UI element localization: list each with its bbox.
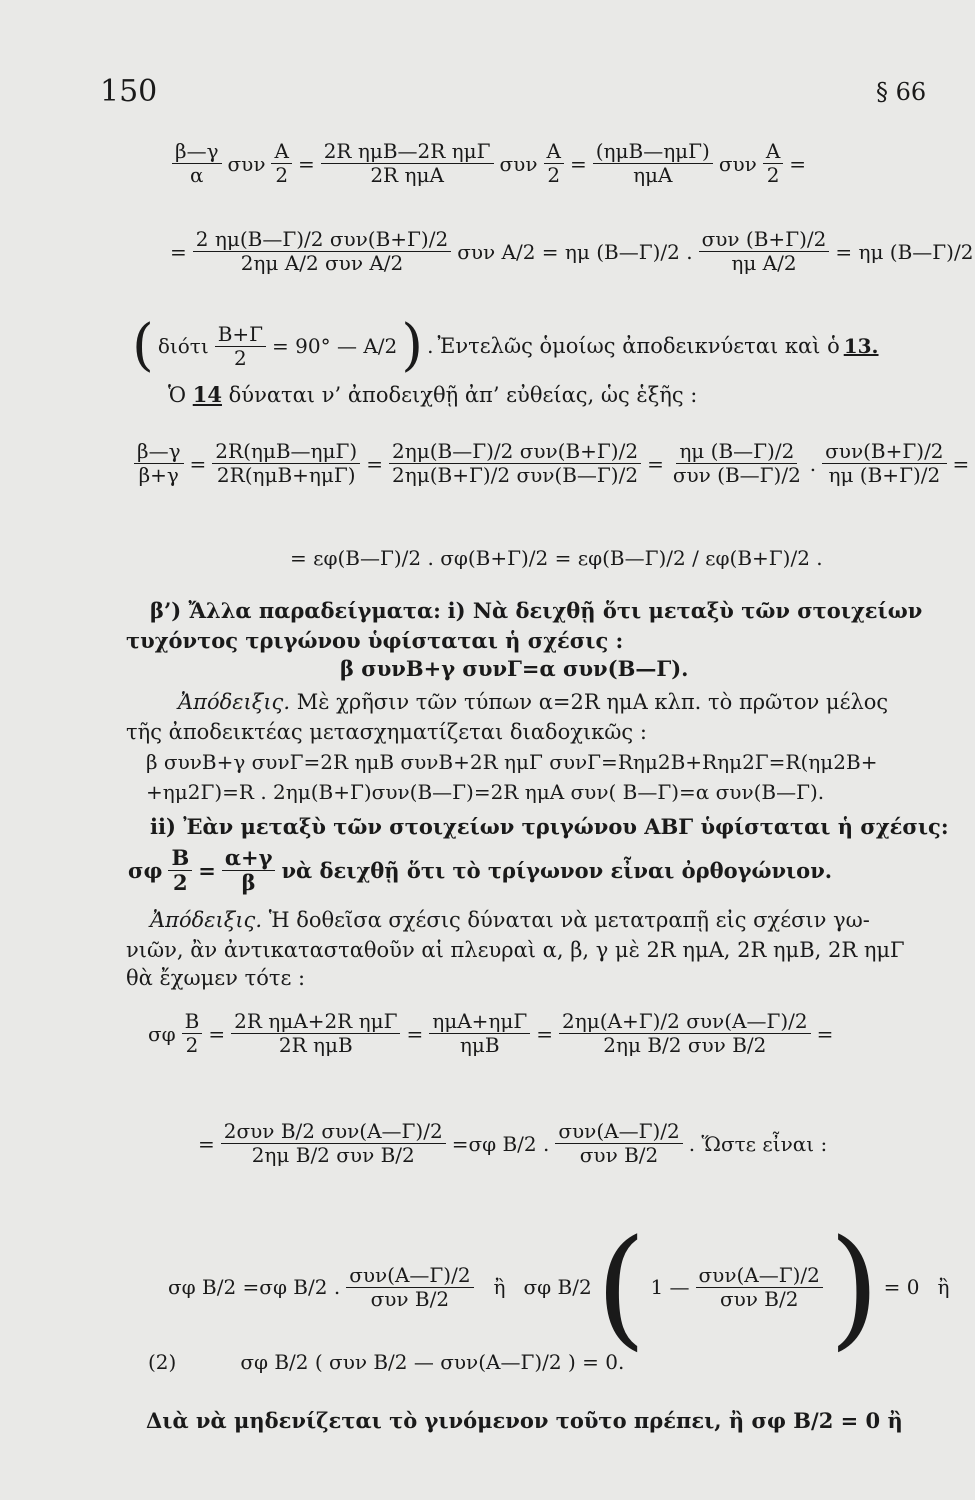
fraction: $\frac{\beta—\gamma}{\alpha}$ xyxy=(170,140,224,187)
proof-ii-line-3: θὰ ἔχωμεν τότε : xyxy=(126,966,306,990)
formula-i: β συνB+γ συνΓ=α συν(B—Γ). xyxy=(340,656,689,681)
proof-i-line-1: Ἀπόδειξις. Μὲ χρῆσιν τῶν τύπων α=2R ημA κλπ. τὸ πρῶτον μέλος xyxy=(178,690,889,714)
examples-line-2: τυχόντος τριγώνου ὑφίσταται ἡ σχέσις : xyxy=(126,628,624,653)
proof-i-eq-1: β συνB+γ συνΓ=2R ημB συνB+2R ημΓ συνΓ=Rημ2B+Rημ2Γ=R(ημ2B+ xyxy=(146,750,878,774)
proof-ii-line-1: Ἀπόδειξις. Ἡ δοθεῖσα σχέσις δύναται νὰ μετατραπῇ εἰς σχέσιν γω- xyxy=(150,908,870,932)
because-line: ( διότι $\frac{B+\Gamma}{2}$ = 90° — A/2 ) . Ἐντελῶς ὁμοίως ἀποδεικνύεται καὶ ὁ 13. xyxy=(132,313,879,378)
page-number: 150 xyxy=(100,74,158,109)
closing-sentence: Διὰ νὰ μηδενίζεται τὸ γινόμενον τοῦτο πρέπει, ἢ σφ B/2 = 0 ἢ xyxy=(146,1408,903,1433)
equation-row-7: σφ B/2 =σφ B/2 . $\frac{\text{συν(A—Γ)/2}}{\text{συν B/2}}$ ἢ σφ B/2 ( 1 — $\frac{\text{συν(A—Γ)/2}}{\text{συν B/2}}$ ) = 0 ἢ xyxy=(168,1211,950,1363)
equation-row-5: σφ $\frac{B}{2}$ = $\frac{\text{2R ημA+2R ημΓ}}{\text{2R ημB}}$ = $\frac{\text{ημA+ημΓ}}{\text{ημB}}$ = $\frac{\text{2ημ(A+Γ)/2 συν(A—Γ)/2}}{\text{2ημ B/2 συν B/2}}$ = xyxy=(148,1009,834,1057)
proof-i-eq-2: +ημ2Γ)=R . 2ημ(B+Γ)συν(B—Γ)=2R ημA συν( B—Γ)=α συν(B—Γ). xyxy=(146,780,825,804)
examples-line-1: β’) Ἄλλα παραδείγματα: i) Νὰ δειχθῇ ὅτι μεταξὺ τῶν στοιχείων xyxy=(150,598,923,623)
equation-row-8: (2) σφ B/2 ( συν B/2 — συν(A—Γ)/2 ) = 0. xyxy=(148,1350,625,1374)
paragraph-intro: Ὁ 14 δύναται ν’ ἀποδειχθῇ ἀπ’ εὐθείας, ὡς ἑξῆς : xyxy=(168,382,698,407)
equation-row-2: = $\frac{\text{2 ημ(B—Γ)/2 συν(B+Γ)/2}}{\text{2ημ A/2 συν A/2}}$ συν A/2 = ημ (B—Γ)/2 . $\frac{\text{συν (B+Γ)/2}}{\text{ημ A/2}}$ = ημ (B—Γ)/2 xyxy=(170,227,974,275)
condition-ii: σφ $\frac{B}{2}$ = $\frac{\alpha+\gamma}{\beta}$ νὰ δειχθῇ ὅτι τὸ τρίγωνον εἶναι ὀρθογώνιον. xyxy=(128,845,833,896)
equation-row-4: = εφ(B—Γ)/2 . σφ(B+Γ)/2 = εφ(B—Γ)/2 / εφ(B+Γ)/2 . xyxy=(290,546,823,570)
proof-ii-line-2: νιῶν, ἂν ἀντικατασταθοῦν αἱ πλευραὶ α, β, γ μὲ 2R ημA, 2R ημB, 2R ημΓ xyxy=(126,938,905,962)
equation-row-6: = $\frac{\text{2συν B/2 συν(A—Γ)/2}}{\text{2ημ B/2 συν B/2}}$ =σφ B/2 . $\frac{\text{συν(A—Γ)/2}}{\text{συν B/2}}$ . Ὥστε εἶναι : xyxy=(198,1119,828,1167)
proof-i-line-2: τῆς ἀποδεικτέας μετασχηματίζεται διαδοχικῶς : xyxy=(126,720,647,744)
section-number: § 66 xyxy=(876,78,927,106)
example-ii: ii) Ἐὰν μεταξὺ τῶν στοιχείων τριγώνου ΑΒΓ ὑφίσταται ἡ σχέσις: xyxy=(150,814,949,839)
equation-row-1: $\frac{\beta—\gamma}{\alpha}$ συν $\frac{A}{2}$ = $\frac{\text{2R ημB—2R ημΓ}}{\text{2R ημA}}$ συν $\frac{A}{2}$ = $\frac{\text{(ημB—ημΓ)}}{\text{ημA}}$ συν $\frac{A}{2}$ = xyxy=(168,140,808,187)
equation-row-3: $\frac{\beta—\gamma}{\beta+\gamma}$ = $\frac{\text{2R(ημB—ημΓ)}}{\text{2R(ημB+ημΓ)}}$ = $\frac{\text{2ημ(B—Γ)/2 συν(B+Γ)/2}}{\text{2ημ(B+Γ)/2 συν(B—Γ)/2}}$ = $\frac{\eta\mu (B—\Gamma)/2}{\text{συν (B—Γ)/2}}$ . $\frac{\text{συν(B+Γ)/2}}{\eta\mu (B+\Gamma)/2}$ = xyxy=(130,440,971,487)
